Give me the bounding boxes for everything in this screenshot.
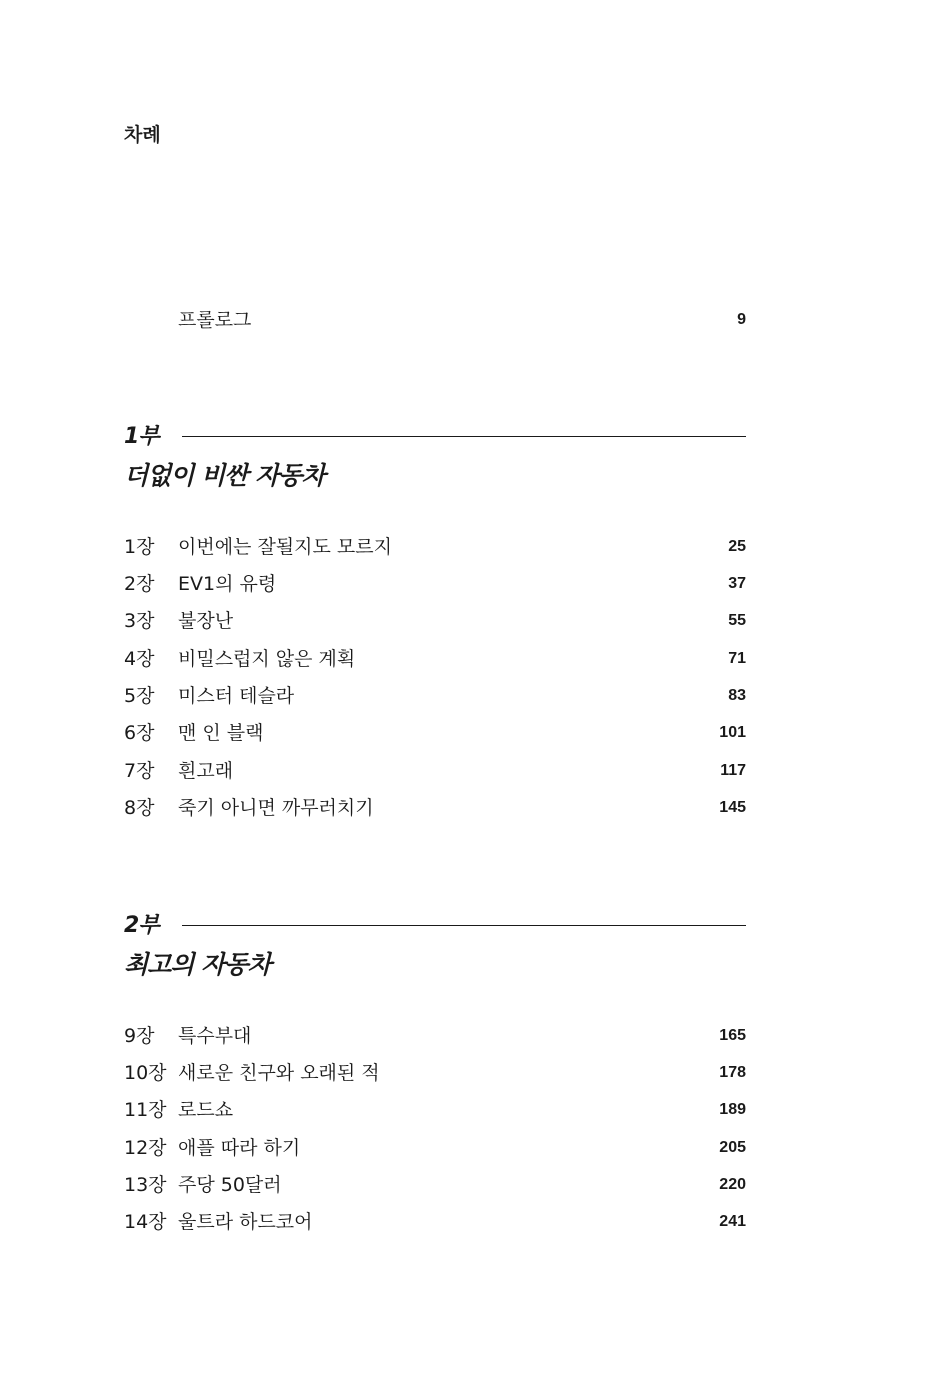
chapter-title: 로드쇼 [178, 1099, 234, 1121]
chapter-title: 특수부대 [178, 1025, 252, 1047]
chapter-title: 애플 따라 하기 [178, 1137, 301, 1159]
chapter-number: 10장 [124, 1062, 167, 1084]
part-2-divider [182, 925, 746, 926]
chapter-title: EV1의 유령 [178, 573, 277, 595]
chapter-page-number: 241 [719, 1213, 746, 1230]
chapter-page-number: 25 [728, 538, 746, 555]
part-1-divider [182, 436, 746, 437]
chapter-title: 이번에는 잘될지도 모르지 [178, 536, 392, 558]
chapter-entry[interactable] [124, 756, 746, 786]
chapter-number: 9장 [124, 1025, 155, 1047]
chapter-number: 3장 [124, 610, 155, 632]
chapter-number: 2장 [124, 573, 155, 595]
chapter-page-number: 145 [719, 799, 746, 816]
chapter-entry[interactable] [124, 1058, 746, 1088]
chapter-page-number: 71 [728, 650, 746, 667]
prologue-entry[interactable] [124, 305, 746, 335]
part-1-title: 더없이 비싼 자동차 [124, 461, 325, 490]
chapter-title: 흰고래 [178, 760, 234, 782]
chapter-entry[interactable] [124, 1095, 746, 1125]
chapter-entry[interactable] [124, 1133, 746, 1163]
chapter-entry[interactable] [124, 1021, 746, 1051]
chapter-number: 11장 [124, 1099, 167, 1121]
chapter-number: 14장 [124, 1211, 167, 1233]
chapter-title: 맨 인 블랙 [178, 722, 264, 744]
chapter-number: 7장 [124, 760, 155, 782]
chapter-number: 1장 [124, 536, 155, 558]
part-2-label: 2부 [124, 913, 159, 938]
chapter-number: 6장 [124, 722, 155, 744]
chapter-page-number: 37 [728, 575, 746, 592]
chapter-number: 13장 [124, 1174, 167, 1196]
part-2-title: 최고의 자동차 [124, 950, 271, 979]
chapter-entry[interactable] [124, 681, 746, 711]
chapter-entry[interactable] [124, 793, 746, 823]
chapter-title: 죽기 아니면 까무러치기 [178, 797, 374, 819]
chapter-entry[interactable] [124, 569, 746, 599]
chapter-page-number: 205 [719, 1139, 746, 1156]
chapter-title: 울트라 하드코어 [178, 1211, 313, 1233]
chapter-title: 불장난 [178, 610, 234, 632]
chapter-title: 주당 50달러 [178, 1174, 282, 1196]
part-1-label: 1부 [124, 424, 159, 449]
part-2-header [124, 911, 746, 941]
prologue-page-number: 9 [737, 311, 746, 328]
chapter-page-number: 55 [728, 612, 746, 629]
chapter-number: 4장 [124, 648, 155, 670]
chapter-entry[interactable] [124, 606, 746, 636]
page-title: 차례 [124, 124, 161, 146]
chapter-entry[interactable] [124, 644, 746, 674]
chapter-entry[interactable] [124, 1170, 746, 1200]
chapter-page-number: 220 [719, 1176, 746, 1193]
chapter-page-number: 83 [728, 687, 746, 704]
prologue-title: 프롤로그 [178, 309, 252, 331]
chapter-page-number: 101 [719, 724, 746, 741]
chapter-page-number: 189 [719, 1101, 746, 1118]
chapter-page-number: 117 [720, 762, 746, 779]
chapter-title: 새로운 친구와 오래된 적 [178, 1062, 380, 1084]
chapter-title: 미스터 테슬라 [178, 685, 295, 707]
chapter-page-number: 165 [719, 1027, 746, 1044]
chapter-entry[interactable] [124, 1207, 746, 1237]
chapter-entry[interactable] [124, 718, 746, 748]
chapter-title: 비밀스럽지 않은 계획 [178, 648, 356, 670]
chapter-number: 5장 [124, 685, 155, 707]
chapter-page-number: 178 [719, 1064, 746, 1081]
part-1-header [124, 422, 746, 452]
chapter-entry[interactable] [124, 532, 746, 562]
chapter-number: 8장 [124, 797, 155, 819]
chapter-number: 12장 [124, 1137, 167, 1159]
